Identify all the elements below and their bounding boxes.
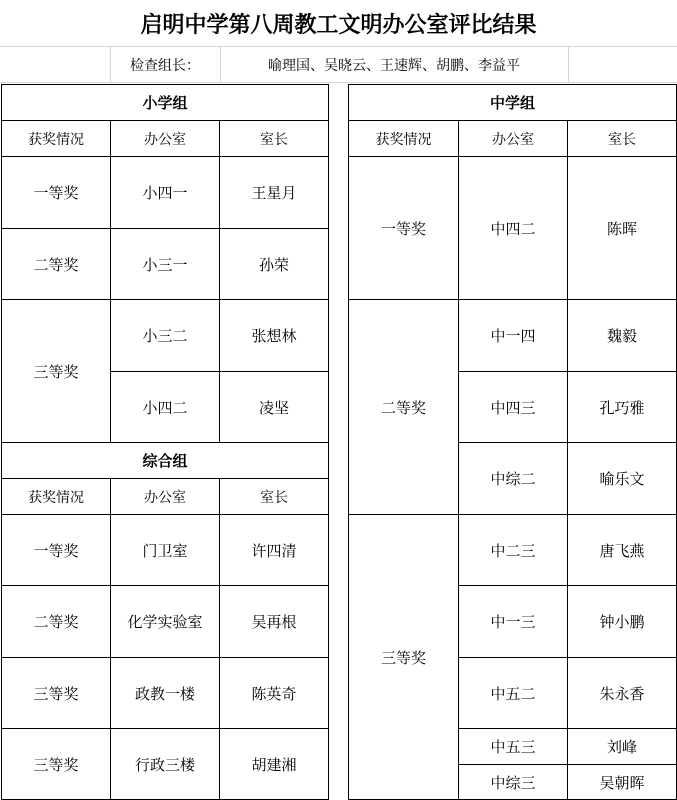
office-cell: 政教一楼 xyxy=(111,658,220,729)
head-cell: 王星月 xyxy=(220,157,329,229)
inspector-row xyxy=(0,47,677,83)
head-cell: 胡建湘 xyxy=(220,729,329,800)
award-cell: 二等奖 xyxy=(2,229,111,300)
head-cell: 朱永香 xyxy=(568,658,677,729)
award-cell: 一等奖 xyxy=(349,157,459,300)
office-cell: 小三一 xyxy=(111,229,220,300)
award-cell: 三等奖 xyxy=(2,658,111,729)
head-cell: 许四清 xyxy=(220,515,329,586)
inspector-names: 喻理国、吴晓云、王速辉、胡鹏、李益平 xyxy=(268,58,520,74)
column-header-office: 办公室 xyxy=(111,121,220,157)
award-cell: 三等奖 xyxy=(349,515,459,800)
head-cell: 张想林 xyxy=(220,300,329,372)
column-header-award: 获奖情况 xyxy=(2,121,111,157)
primary-comprehensive-table xyxy=(1,84,329,800)
office-cell: 中四三 xyxy=(459,372,568,443)
middle-school-table xyxy=(348,84,677,800)
column-header-head: 室长 xyxy=(220,121,329,157)
award-cell: 三等奖 xyxy=(2,300,111,443)
office-cell: 门卫室 xyxy=(111,515,220,586)
head-cell: 陈晖 xyxy=(568,157,677,300)
head-cell: 钟小鹏 xyxy=(568,586,677,658)
page-title: 启明中学第八周教工文明办公室评比结果 xyxy=(0,0,677,47)
group-title-primary: 小学组 xyxy=(2,85,329,121)
award-cell: 一等奖 xyxy=(2,515,111,586)
office-cell: 行政三楼 xyxy=(111,729,220,800)
column-header-head: 室长 xyxy=(568,121,677,157)
award-cell: 二等奖 xyxy=(2,586,111,658)
column-header-award: 获奖情况 xyxy=(2,479,111,515)
head-cell: 吴再根 xyxy=(220,586,329,658)
head-cell: 凌坚 xyxy=(220,372,329,443)
office-cell: 中综三 xyxy=(459,765,568,800)
group-title-comprehensive: 综合组 xyxy=(2,443,329,479)
office-cell: 中一三 xyxy=(459,586,568,658)
column-header-award: 获奖情况 xyxy=(349,121,459,157)
office-cell: 中一四 xyxy=(459,300,568,372)
head-cell: 陈英奇 xyxy=(220,658,329,729)
column-header-office: 办公室 xyxy=(459,121,568,157)
office-cell: 中四二 xyxy=(459,157,568,300)
office-cell: 小四二 xyxy=(111,372,220,443)
award-cell: 二等奖 xyxy=(349,300,459,515)
head-cell: 吴朝晖 xyxy=(568,765,677,800)
office-cell: 中综二 xyxy=(459,443,568,515)
award-cell: 一等奖 xyxy=(2,157,111,229)
office-cell: 小三二 xyxy=(111,300,220,372)
office-cell: 化学实验室 xyxy=(111,586,220,658)
column-header-head: 室长 xyxy=(220,479,329,515)
office-cell: 中二三 xyxy=(459,515,568,586)
head-cell: 孔巧雅 xyxy=(568,372,677,443)
office-cell: 小四一 xyxy=(111,157,220,229)
column-header-office: 办公室 xyxy=(111,479,220,515)
head-cell: 刘峰 xyxy=(568,729,677,765)
award-cell: 三等奖 xyxy=(2,729,111,800)
group-title-middle: 中学组 xyxy=(349,85,677,121)
head-cell: 喻乐文 xyxy=(568,443,677,515)
office-cell: 中五二 xyxy=(459,658,568,729)
office-cell: 中五三 xyxy=(459,729,568,765)
inspector-label: 检查组长： xyxy=(130,58,200,74)
divider xyxy=(568,47,569,83)
head-cell: 魏毅 xyxy=(568,300,677,372)
head-cell: 唐飞燕 xyxy=(568,515,677,586)
head-cell: 孙荣 xyxy=(220,229,329,300)
